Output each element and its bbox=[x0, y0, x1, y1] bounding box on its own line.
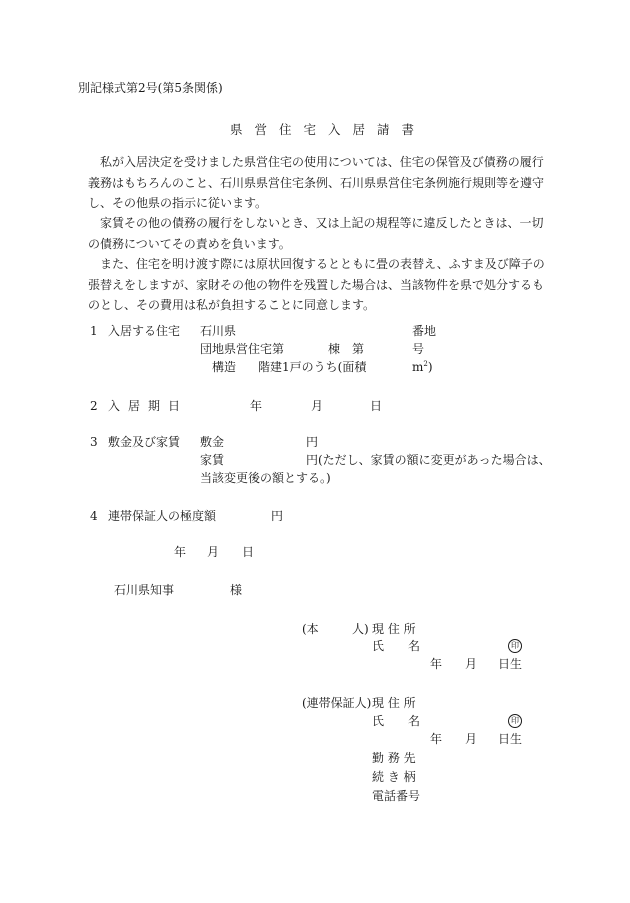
item4-yen: 円 bbox=[271, 509, 284, 523]
item3-yachin-note: 当該変更後の額とする。) bbox=[200, 471, 331, 485]
item3-label: 敷金及び家賃 bbox=[108, 435, 181, 449]
form-number: 別記様式第2号(第5条関係) bbox=[78, 81, 223, 95]
guarantor-phone-label: 電話番号 bbox=[372, 789, 421, 803]
item1-kaidate: 階建1戸のうち(面積 bbox=[258, 360, 367, 374]
tenant-birth-year: 年 bbox=[430, 657, 443, 671]
addressee-sama: 様 bbox=[230, 583, 243, 597]
guarantor-role: (連帯保証人) bbox=[302, 696, 372, 710]
item1-banchi: 番地 bbox=[412, 324, 437, 338]
area-unit-m: m bbox=[412, 360, 424, 374]
guarantor-relation-label: 続 き 柄 bbox=[372, 770, 416, 784]
tenant-address-label: 現 住 所 bbox=[372, 622, 416, 636]
tenant-birth-day: 日生 bbox=[498, 657, 523, 671]
item3-yachin-yen: 円(ただし、家賃の額に変更があった場合は、 bbox=[306, 453, 551, 467]
guarantor-birth-month: 月 bbox=[465, 732, 478, 746]
body-paragraph-2: 家賃その他の債務の履行をしないとき、又は上記の規程等に違反したときは、一切の債務についてその責めを負います。 bbox=[88, 216, 544, 251]
item1-label: 入居する住宅 bbox=[108, 324, 181, 338]
guarantor-workplace-label: 勤 務 先 bbox=[372, 751, 416, 765]
item1-gou: 号 bbox=[412, 342, 425, 356]
item1-danchi: 団地県営住宅第 bbox=[200, 342, 285, 356]
page-title: 県営住宅入居請書 bbox=[230, 122, 427, 137]
tenant-birth-month: 月 bbox=[465, 657, 478, 671]
item2-year: 年 bbox=[250, 399, 263, 413]
addressee-name: 石川県知事 bbox=[114, 583, 175, 597]
tenant-role-close: 人) bbox=[352, 622, 369, 636]
tenant-name-label: 氏 名 bbox=[372, 639, 421, 653]
tenant-seal-icon: 印 bbox=[508, 639, 522, 653]
item1-number: 1 bbox=[90, 324, 98, 338]
body-paragraph-3: また、住宅を明け渡す際には原状回復するとともに畳の表替え、ふすま及び障子の張替えをしますが、家財その他の物件を残置した場合は、当該物件を県で処分するものとし、その費用は私が負担することに同意します。 bbox=[88, 257, 545, 312]
guarantor-seal-icon: 印 bbox=[508, 714, 522, 728]
item4-label: 連帯保証人の極度額 bbox=[108, 509, 217, 523]
item1-dai: 第 bbox=[352, 342, 365, 356]
item1-pref: 石川県 bbox=[200, 324, 237, 338]
item2-number: 2 bbox=[90, 399, 98, 413]
body-paragraph-1: 私が入居決定を受けました県営住宅の使用については、住宅の保管及び債務の履行義務はもちろんのこと、石川県県営住宅条例、石川県県営住宅条例施行規則等を遵守し、その他県の指示に従います。 bbox=[88, 155, 545, 210]
guarantor-birth-day: 日生 bbox=[498, 732, 523, 746]
date-month: 月 bbox=[207, 545, 220, 559]
date-day: 日 bbox=[242, 545, 255, 559]
guarantor-address-label: 現 住 所 bbox=[372, 696, 416, 710]
guarantor-birth-year: 年 bbox=[430, 732, 443, 746]
tenant-role-open: (本 bbox=[302, 622, 319, 636]
area-unit-sup: 2 bbox=[423, 360, 428, 368]
item4-number: 4 bbox=[90, 509, 98, 523]
item3-shikikin: 敷金 bbox=[200, 435, 225, 449]
date-year: 年 bbox=[174, 545, 187, 559]
item3-shikikin-yen: 円 bbox=[306, 435, 319, 449]
area-close: ) bbox=[427, 360, 433, 374]
item1-tou: 棟 bbox=[328, 342, 341, 356]
item1-kouzou: 構造 bbox=[212, 360, 237, 374]
guarantor-name-label: 氏 名 bbox=[372, 714, 421, 728]
item2-month: 月 bbox=[311, 399, 324, 413]
item1-area-unit bbox=[412, 361, 433, 373]
item2-label: 入居期日 bbox=[108, 399, 189, 413]
item3-number: 3 bbox=[90, 435, 98, 449]
item3-yachin: 家賃 bbox=[200, 453, 225, 467]
item2-day: 日 bbox=[370, 399, 383, 413]
